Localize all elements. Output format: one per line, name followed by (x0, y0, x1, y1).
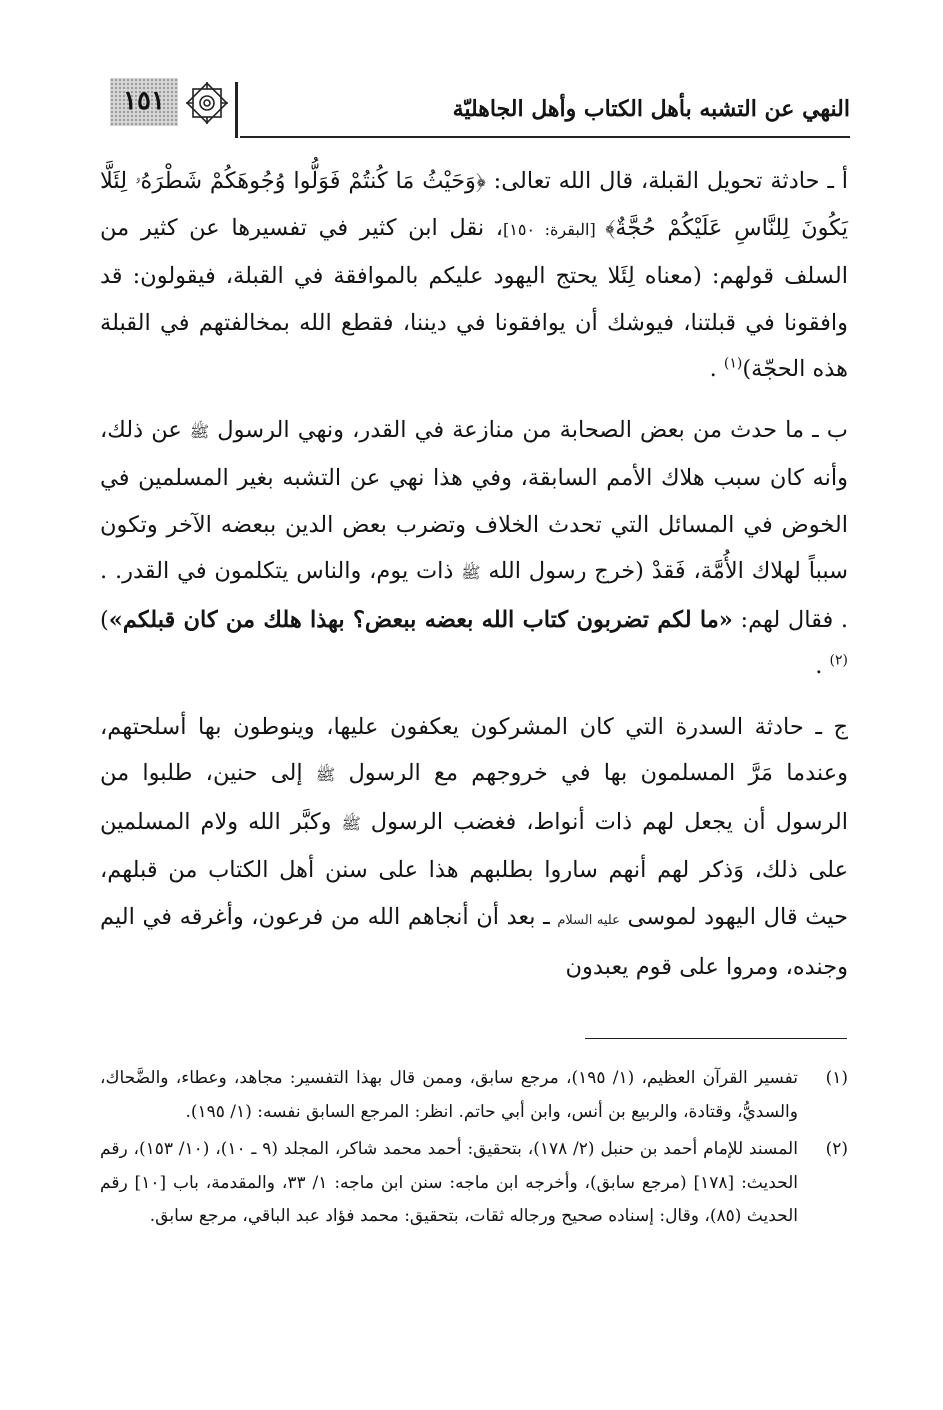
para-b-text-2: عن ذلك، وأنه كان سبب هلاك الأمم السابقة، وفي هذا نهي عن التشبه بغير المسلمين في الخوض في المسائل التي تحدث الخلاف وتضرب بعض الدين ببعضه الآخر وتكون سبباً لهلاك الأُمَّة، فَقدْ (خرج رسول الله (100, 416, 848, 584)
salla-icon: ﷺ (341, 813, 361, 833)
paragraph-a (100, 158, 848, 393)
header-rule (240, 136, 850, 138)
footnote-marker-2[interactable]: (٢) (829, 652, 848, 669)
para-c-text-1: ج ـ حادثة السدرة التي كان المشركون يعكفون عليها، وينوطون بها أسلحتهم، وعندما مَرَّ المسلمون بها في خروجهم مع الرسول (100, 713, 848, 786)
footnote-marker-1[interactable]: (١) (723, 355, 743, 372)
quran-verse: ﴿وَحَيْثُ مَا كُنتُمْ فَوَلُّوا وُجُوهَكُمْ شَطْرَهُۥ لِئَلَّا يَكُونَ لِلنَّاسِ عَلَيْكُمْ حُجَّةٌ﴾ (100, 168, 848, 241)
para-c-text-4: ـ بعد أن أنجاهم الله من فرعون، وأغرقه في اليم وجنده، ومروا على قوم يعبدون (100, 903, 848, 980)
salla-icon: ﷺ (315, 765, 336, 784)
footnote-2 (100, 1133, 848, 1234)
running-title: النهي عن التشبه بأهل الكتاب وأهل الجاهليّة (452, 96, 850, 122)
footnote-rule (585, 1038, 847, 1039)
footnote-1 (100, 1062, 848, 1129)
para-b-close: ) (100, 606, 109, 633)
para-c-text-2: إلى حنين، طلبوا من الرسول أن يجعل لهم ذات أنواط، فغضب الرسول (100, 760, 848, 835)
salla-icon: ﷺ (461, 563, 481, 582)
para-a-end: . (709, 356, 724, 382)
para-c-text-3: وكبَّر الله ولام المسلمين على ذلك، وَذكر لهم أنهم ساروا بطلبهم هذا على سنن أهل الكتاب من قبلهم، حيث قال اليهود لموسى (100, 808, 848, 930)
para-a-lead: أ ـ حادثة تحويل القبلة، قال الله تعالى: (485, 168, 848, 194)
page-number-box (110, 78, 178, 126)
para-a-text: ، نقل ابن كثير في تفسيرها عن كثير من السلف قولهم: (معناه لِئَلا يحتج اليهود عليكم بالموافقة في القبلة، فيقولون: قد وافقونا في قبلتنا، فيوشك أن يوافقونا في ديننا، فقطع الله بمخالفتهم في القبلة هذه الحجّة) (100, 214, 848, 382)
footnote-text: المسند للإمام أحمد بن حنبل (٢/ ١٧٨)، بتحقيق: أحمد محمد شاكر، المجلد (٩ ـ ١٠)، (١٠/ ١٥٣)، رقم الحديث: [١٧٨] (مرجع سابق)، وأخرجه ابن ماجه: سنن ابن ماجه: ١/ ٣٣، والمقدمة، باب [١٠] رقم الحديث (٨٥)، وقال: إسناده صحيح ورجاله ثقات، بتحقيق: محمد فؤاد عبد الباقي، مرجع سابق. (100, 1139, 799, 1226)
ornament-icon (184, 80, 230, 126)
footnote-text: تفسير القرآن العظيم، (١/ ١٩٥)، مرجع سابق، وممن قال بهذا التفسير: مجاهد، وعطاء، والضَّحاك، والسديُّ، وقتادة، والربيع بن أنس، وابن أبي حاتم. انظر: المرجع السابق نفسه: (١/ ١٩٥). (100, 1068, 798, 1122)
verse-reference: [البقرة: ١٥٠] (503, 219, 606, 239)
paragraph-c (100, 704, 848, 991)
footnote-number: (٢) (825, 1139, 848, 1159)
page-header (100, 72, 850, 142)
alayhi-salam-icon: عليه السلام (557, 912, 620, 928)
footnote-number: (١) (825, 1068, 848, 1088)
para-b-end: . (815, 653, 830, 679)
header-divider (235, 82, 238, 138)
salla-icon: ﷺ (189, 421, 210, 441)
main-text (100, 158, 848, 1005)
paragraph-b (100, 407, 848, 690)
para-b-text-3: ذات يوم، والناس يتكلمون في القدر. . . فقال لهم: (100, 558, 849, 633)
page-number: ١٥١ (123, 86, 165, 116)
hadith-quote: «ما لكم تضربون كتاب الله بعضه ببعض؟ بهذا هلك من كان قبلكم» (108, 606, 733, 633)
footnotes (100, 1062, 848, 1238)
para-b-text-1: ب ـ ما حدث من بعض الصحابة من منازعة في القدر، ونهي الرسول (209, 416, 848, 443)
